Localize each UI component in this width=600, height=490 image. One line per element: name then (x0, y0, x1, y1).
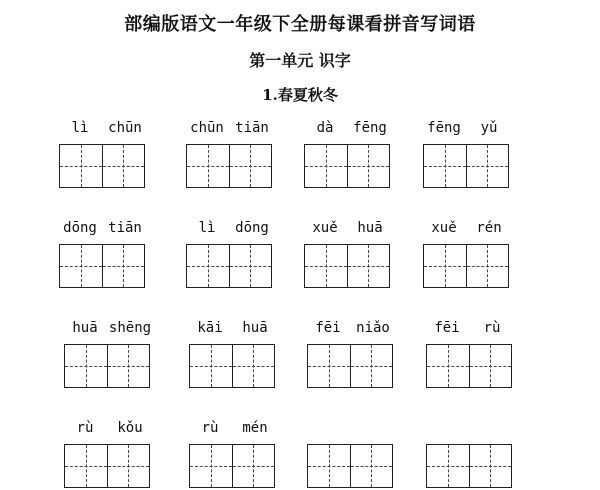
pinyin-syllable: kǒu (117, 420, 143, 436)
writing-grid[interactable] (186, 144, 272, 188)
pinyin-syllable (466, 420, 518, 436)
pinyin-syllable: tiān (235, 120, 269, 136)
writing-grid[interactable] (189, 344, 275, 388)
tianzige-cell[interactable] (60, 245, 102, 287)
tianzige-cell[interactable] (308, 445, 350, 487)
pinyin-syllable: rén (476, 220, 502, 236)
writing-grid[interactable] (307, 344, 393, 388)
tianzige-cell[interactable] (229, 245, 272, 287)
tianzige-cell[interactable] (65, 445, 107, 487)
tianzige-cell[interactable] (308, 345, 350, 387)
writing-grid[interactable] (186, 244, 272, 288)
word-item (304, 220, 396, 290)
worksheet-title: 部编版语文一年级下全册每课看拼音写词语 (124, 14, 476, 35)
unit-heading: 第一单元 识字 (249, 51, 351, 70)
writing-grid[interactable] (59, 244, 145, 288)
tianzige-cell[interactable] (232, 345, 275, 387)
tianzige-cell[interactable] (424, 145, 466, 187)
tianzige-cell[interactable] (466, 245, 509, 287)
tianzige-cell[interactable] (350, 445, 393, 487)
tianzige-cell[interactable] (427, 345, 469, 387)
pinyin-syllable: fēi (434, 320, 460, 336)
tianzige-cell[interactable] (469, 445, 512, 487)
pinyin-syllable: fēi (315, 320, 341, 336)
pinyin-syllable: xuě (431, 220, 457, 236)
word-item (423, 120, 515, 190)
word-item (307, 320, 399, 390)
tianzige-cell[interactable] (347, 145, 390, 187)
tianzige-cell[interactable] (232, 445, 275, 487)
tianzige-cell[interactable] (65, 345, 107, 387)
writing-grid[interactable] (304, 244, 390, 288)
pinyin-syllable: mén (242, 420, 268, 436)
writing-grid[interactable] (304, 144, 390, 188)
tianzige-cell[interactable] (347, 245, 390, 287)
tianzige-cell[interactable] (102, 145, 145, 187)
word-item (189, 420, 281, 490)
pinyin-syllable: yǔ (480, 120, 498, 136)
pinyin-syllable: huā (242, 320, 268, 336)
pinyin-syllable: tiān (108, 220, 142, 236)
word-item (189, 320, 281, 390)
word-item (307, 420, 399, 490)
word-item (59, 220, 151, 290)
pinyin-syllable: dà (316, 120, 334, 136)
tianzige-cell[interactable] (190, 445, 232, 487)
pinyin-syllable: fēng (353, 120, 387, 136)
word-item (64, 420, 156, 490)
tianzige-cell[interactable] (469, 345, 512, 387)
tianzige-cell[interactable] (427, 445, 469, 487)
pinyin-syllable: huā (72, 320, 98, 336)
pinyin-syllable: kāi (197, 320, 223, 336)
tianzige-cell[interactable] (187, 245, 229, 287)
writing-grid[interactable] (426, 444, 512, 488)
pinyin-syllable: niǎo (356, 320, 390, 336)
writing-grid[interactable] (423, 144, 509, 188)
pinyin-syllable (347, 420, 399, 436)
pinyin-syllable (424, 420, 470, 436)
word-item (59, 120, 151, 190)
writing-grid[interactable] (189, 444, 275, 488)
word-item (426, 420, 518, 490)
tianzige-cell[interactable] (190, 345, 232, 387)
tianzige-cell[interactable] (350, 345, 393, 387)
pinyin-syllable: shēng (108, 320, 152, 336)
tianzige-cell[interactable] (102, 245, 145, 287)
writing-grid[interactable] (307, 444, 393, 488)
pinyin-syllable: rù (483, 320, 501, 336)
tianzige-cell[interactable] (466, 145, 509, 187)
tianzige-cell[interactable] (187, 145, 229, 187)
pinyin-syllable: xuě (312, 220, 338, 236)
writing-grid[interactable] (423, 244, 509, 288)
tianzige-cell[interactable] (424, 245, 466, 287)
writing-grid[interactable] (64, 344, 150, 388)
tianzige-cell[interactable] (305, 145, 347, 187)
word-item (426, 320, 518, 390)
word-item (423, 220, 515, 290)
pinyin-syllable: chūn (108, 120, 142, 136)
pinyin-syllable (305, 420, 351, 436)
writing-grid[interactable] (59, 144, 145, 188)
tianzige-cell[interactable] (107, 445, 150, 487)
writing-grid[interactable] (426, 344, 512, 388)
pinyin-syllable: dōng (63, 220, 97, 236)
word-item (186, 120, 278, 190)
word-item (304, 120, 396, 190)
pinyin-syllable: lì (71, 120, 89, 136)
tianzige-cell[interactable] (60, 145, 102, 187)
tianzige-cell[interactable] (229, 145, 272, 187)
writing-grid[interactable] (64, 444, 150, 488)
tianzige-cell[interactable] (107, 345, 150, 387)
word-item (64, 320, 156, 390)
pinyin-syllable: rù (201, 420, 219, 436)
tianzige-cell[interactable] (305, 245, 347, 287)
pinyin-syllable: huā (357, 220, 383, 236)
pinyin-syllable: chūn (190, 120, 224, 136)
word-item (186, 220, 278, 290)
pinyin-syllable: fēng (427, 120, 461, 136)
lesson-heading: 1.春夏秋冬 (262, 86, 338, 104)
pinyin-syllable: lì (198, 220, 216, 236)
pinyin-syllable: dōng (235, 220, 269, 236)
pinyin-syllable: rù (76, 420, 94, 436)
